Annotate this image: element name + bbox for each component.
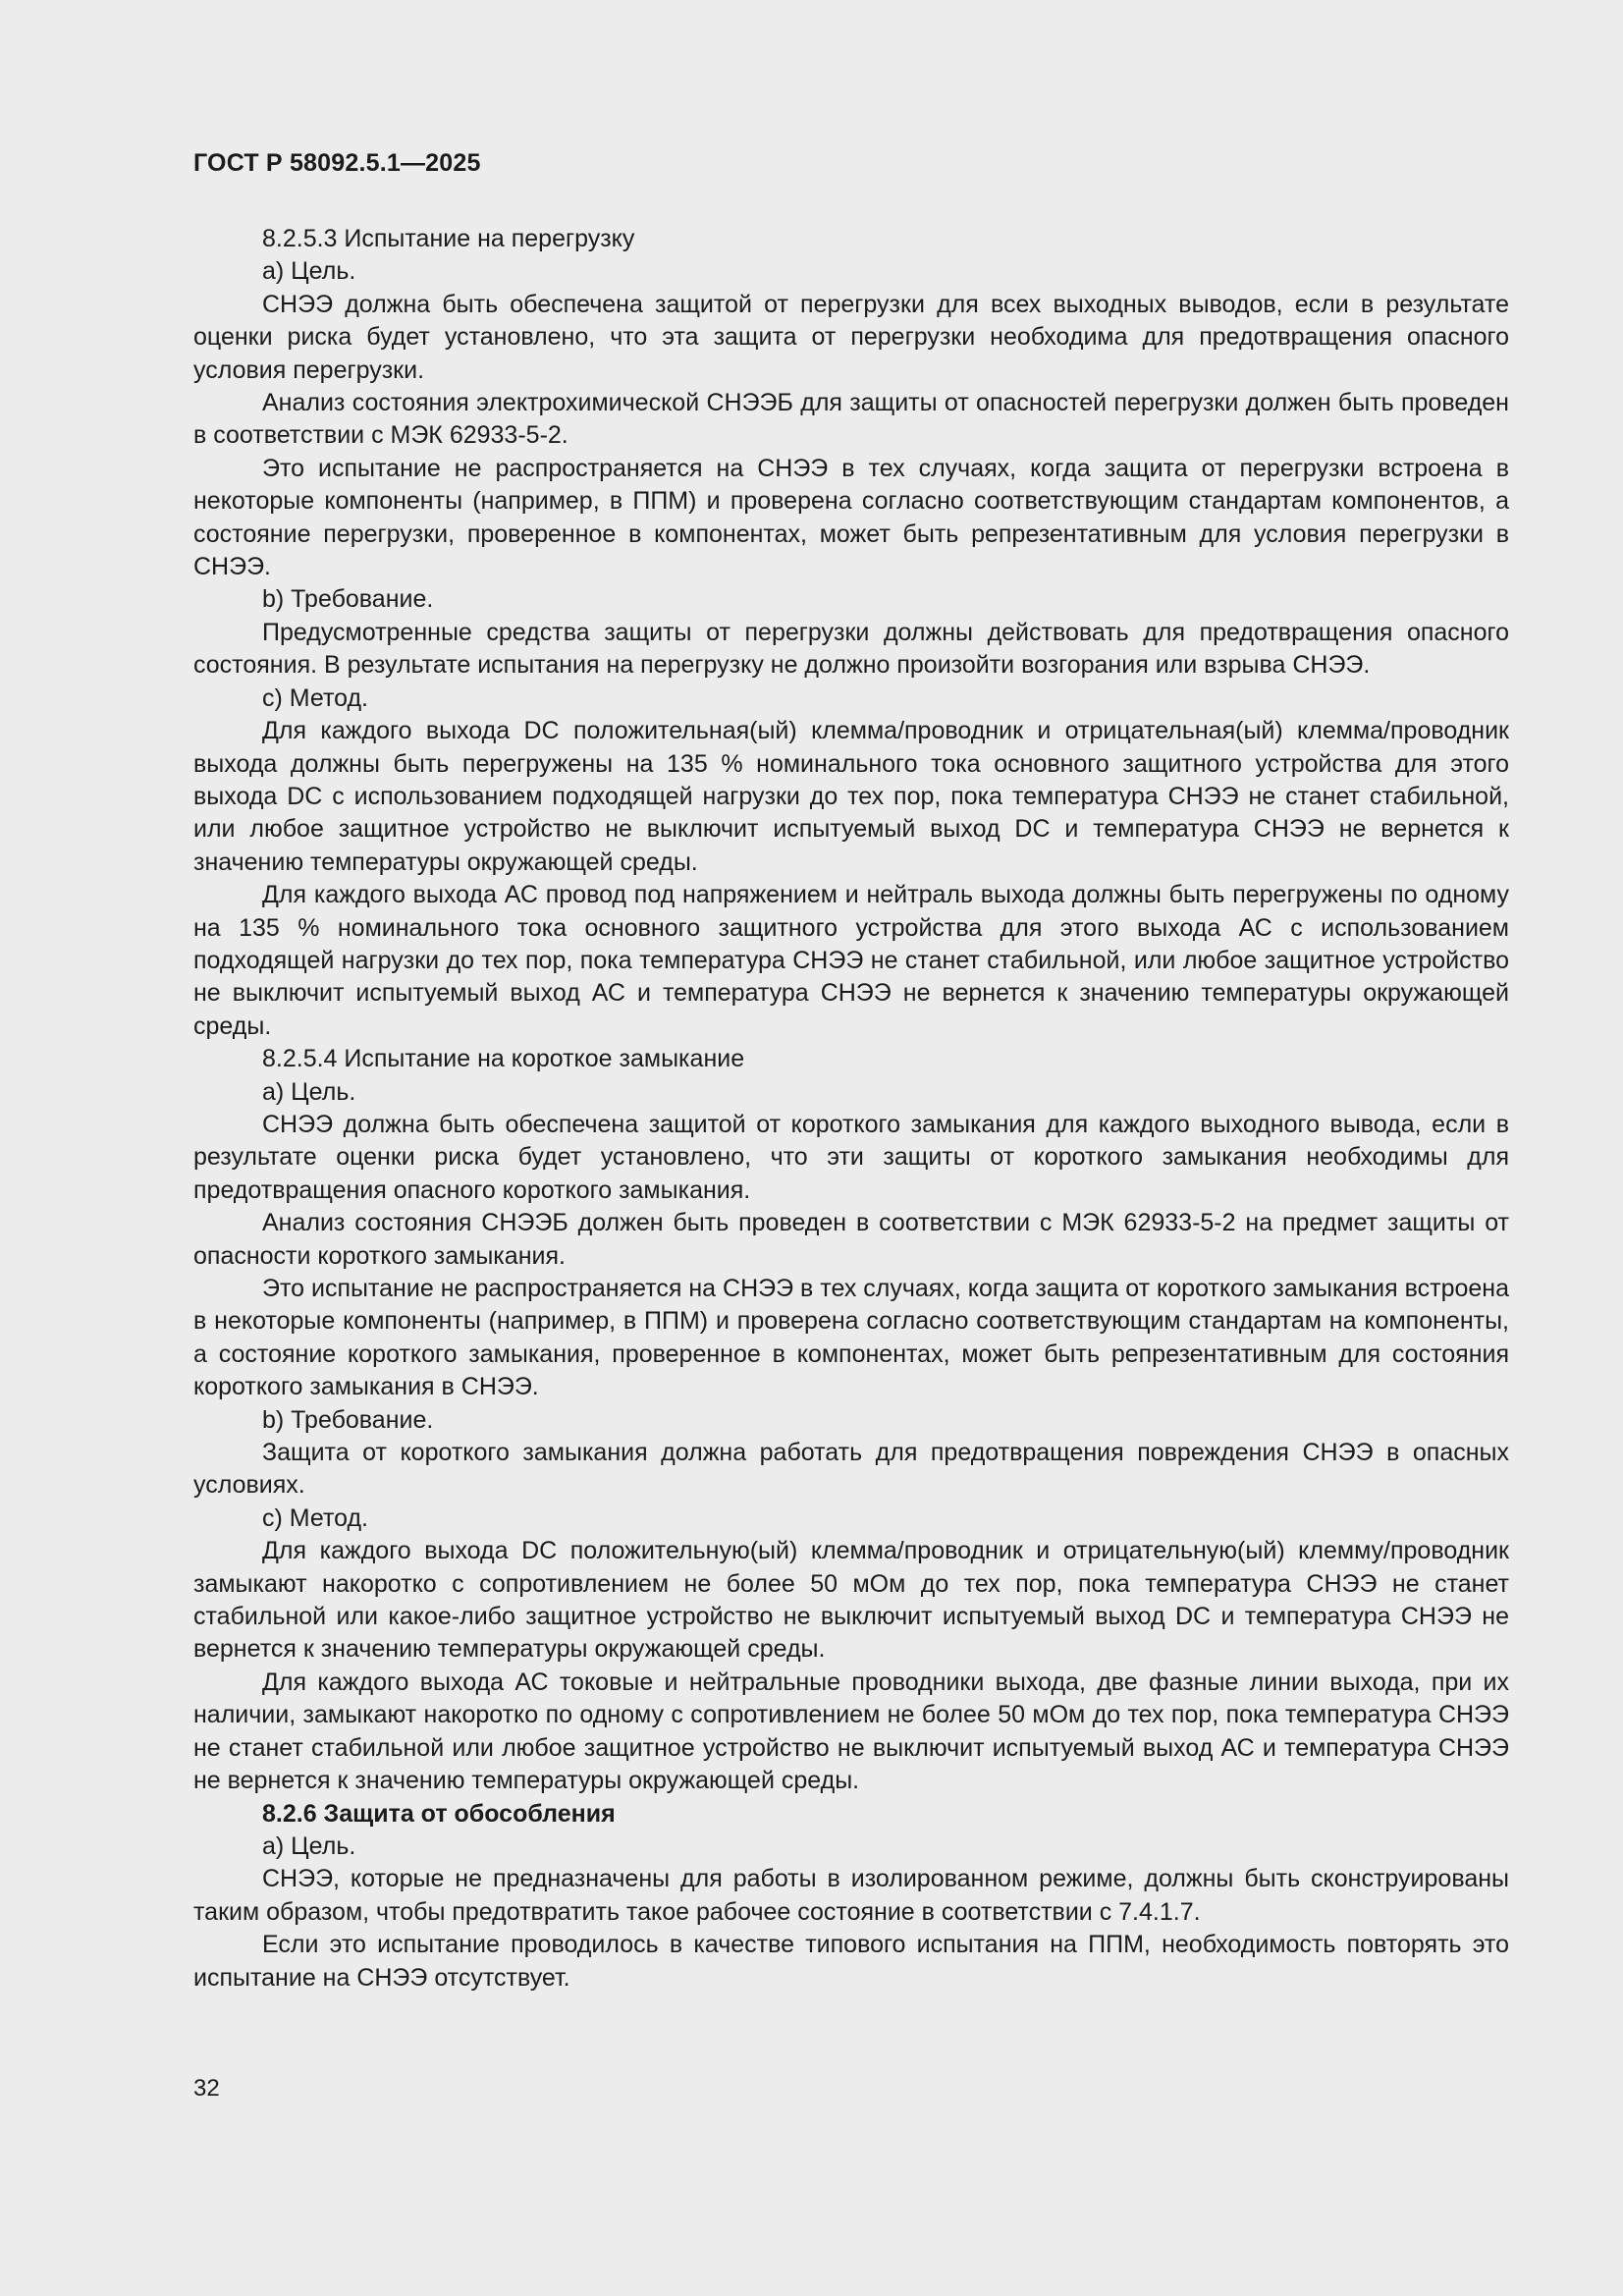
body-paragraph: Для каждого выхода АС токовые и нейтральные проводники выхода, две фазные линии выхода, при их наличии, замыкают накоротко по одному с сопротивлением не более 50 мОм до тех пор, пока температура СНЭЭ не станет стабильной или любое защитное устройство не выключит испытуемый выход АС и температура СНЭЭ не вернется к значению температуры окружающей среды. (193, 1667, 1509, 1795)
clause-heading: 8.2.5.3 Испытание на перегрузку (262, 225, 635, 252)
body-paragraph: Для каждого выхода DC положительную(ый) клемма/проводник и отрицательную(ый) клемму/проводник замыкают накоротко с сопротивлением не более 50 мОм до тех пор, пока температура СНЭЭ не станет стабильной или какое-либо защитное устройство не выключит испытуемый выход DC и температура СНЭЭ не вернется к значению температуры окружающей среды. (193, 1537, 1509, 1664)
body-paragraph: СНЭЭ, которые не предназначены для работы в изолированном режиме, должны быть сконструированы таким образом, чтобы предотвратить такое рабочее состояние в соответствии с 7.4.1.7. (193, 1865, 1509, 1926)
document-body (193, 223, 1509, 1995)
section-heading: 8.2.6 Защита от обособления (262, 1799, 616, 1828)
body-paragraph: Если это испытание проводилось в качестве типового испытания на ППМ, необходимость повторять это испытание на СНЭЭ отсутствует. (193, 1931, 1509, 1992)
standard-designation: ГОСТ Р 58092.5.1—2025 (193, 149, 481, 177)
list-item-label: b) Требование. (262, 585, 434, 614)
body-paragraph: Это испытание не распространяется на СНЭЭ в тех случаях, когда защита от короткого замыкания встроена в некоторые компоненты (например, в ППМ) и проверена согласно соответствующим стандартам на компоненты, а состояние короткого замыкания, проверенное в компонентах, может быть репрезентативным для состояния короткого замыкания в СНЭЭ. (193, 1275, 1509, 1401)
body-paragraph: Анализ состояния электрохимической СНЭЭБ для защиты от опасностей перегрузки должен быть проведен в соответствии с МЭК 62933-5-2. (193, 389, 1509, 450)
body-paragraph: Для каждого выхода АС провод под напряжением и нейтраль выхода должны быть перегружены по одному на 135 % номинального тока основного защитного устройства для этого выхода АС с использованием подходящей нагрузки до тех пор, пока температура СНЭЭ не станет стабильной, или любое защитное устройство не выключит испытуемый выход АС и температура СНЭЭ не вернется к значению температуры окружающей среды. (193, 881, 1509, 1040)
body-paragraph: СНЭЭ должна быть обеспечена защитой от перегрузки для всех выходных выводов, если в результате оценки риска будет установлено, что эта защита от перегрузки необходима для предотвращения опасного условия перегрузки. (193, 290, 1509, 384)
list-item-label: c) Метод. (262, 683, 369, 712)
list-item-label: c) Метод. (262, 1503, 369, 1532)
body-paragraph: Анализ состояния СНЭЭБ должен быть проведен в соответствии с МЭК 62933-5-2 на предмет защиты от опасности короткого замыкания. (193, 1209, 1509, 1270)
body-paragraph: Для каждого выхода DC положительная(ый) клемма/проводник и отрицательная(ый) клемма/проводник выхода должны быть перегружены на 135 % номинального тока основного защитного устройства для этого выхода DC с использованием подходящей нагрузки до тех пор, пока температура СНЭЭ не станет стабильной, или любое защитное устройство не выключит испытуемый выход DC и температура СНЭЭ не вернется к значению температуры окружающей среды. (193, 717, 1509, 876)
list-item-label: a) Цель. (262, 1077, 356, 1106)
clause-heading: 8.2.5.4 Испытание на короткое замыкание (262, 1045, 745, 1073)
body-paragraph: Защита от короткого замыкания должна работать для предотвращения повреждения СНЭЭ в опасных условиях. (193, 1439, 1509, 1500)
list-item-label: a) Цель. (262, 1831, 356, 1860)
body-paragraph: СНЭЭ должна быть обеспечена защитой от короткого замыкания для каждого выходного вывода, если в результате оценки риска будет установлено, что эти защиты от короткого замыкания необходимы для предотвращения опасного короткого замыкания. (193, 1110, 1509, 1204)
list-item-label: b) Требование. (262, 1405, 434, 1434)
body-paragraph: Предусмотренные средства защиты от перегрузки должны действовать для предотвращения опасного состояния. В результате испытания на перегрузку не должно произойти возгорания или взрыва СНЭЭ. (193, 618, 1509, 680)
body-paragraph: Это испытание не распространяется на СНЭЭ в тех случаях, когда защита от перегрузки встроена в некоторые компоненты (например, в ППМ) и проверена согласно соответствующим стандартам компонентов, а состояние перегрузки, проверенное в компонентах, может быть репрезентативным для условия перегрузки в СНЭЭ. (193, 454, 1509, 581)
page-number: 32 (193, 2075, 220, 2102)
list-item-label: a) Цель. (262, 257, 356, 286)
